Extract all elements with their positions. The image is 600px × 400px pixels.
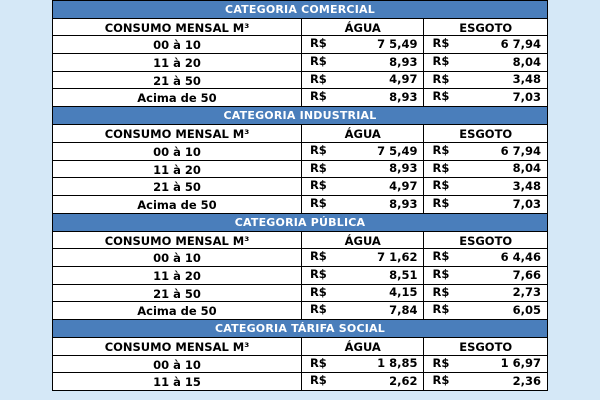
currency-symbol: R$ bbox=[309, 249, 327, 264]
column-header-agua: ÁGUA bbox=[302, 125, 425, 142]
sewer-price-cell bbox=[424, 143, 547, 160]
table-row bbox=[53, 302, 547, 320]
table-row bbox=[53, 249, 547, 267]
currency-symbol: R$ bbox=[432, 89, 450, 104]
category-header: CATEGORIA INDUSTRIAL bbox=[53, 107, 547, 125]
water-price-cell bbox=[302, 54, 425, 71]
sewer-price-cell bbox=[424, 36, 547, 53]
table-row bbox=[53, 373, 547, 391]
currency-symbol: R$ bbox=[432, 36, 450, 51]
sewer-price-value: 6 4,46 bbox=[500, 249, 541, 264]
consumption-range-cell: 21 à 50 bbox=[53, 72, 302, 89]
water-price-value: 7 5,49 bbox=[377, 143, 418, 158]
table-row bbox=[53, 267, 547, 285]
currency-symbol: R$ bbox=[309, 89, 327, 104]
consumption-range-cell: 11 à 20 bbox=[53, 54, 302, 71]
column-header-esgoto: ESGOTO bbox=[459, 340, 513, 354]
currency-symbol: R$ bbox=[309, 266, 327, 281]
column-header-row bbox=[53, 19, 547, 37]
sewer-price-cell bbox=[424, 196, 547, 213]
category-header: CATEGORIA TÁRIFA SOCIAL bbox=[53, 320, 547, 338]
category-header: CATEGORIA COMERCIAL bbox=[53, 1, 547, 19]
water-price-cell bbox=[302, 36, 425, 53]
currency-symbol: R$ bbox=[309, 373, 327, 388]
sewer-price-cell bbox=[424, 89, 547, 106]
column-header-row bbox=[53, 232, 547, 250]
currency-symbol: R$ bbox=[432, 178, 450, 193]
water-price-cell bbox=[302, 178, 425, 195]
column-header-consumo: CONSUMO MENSAL M³ bbox=[53, 338, 302, 355]
water-price-value: 2,62 bbox=[389, 374, 418, 389]
column-header-agua: ÁGUA bbox=[302, 338, 425, 355]
water-price-value: 7,84 bbox=[389, 303, 418, 317]
tariff-table bbox=[52, 0, 548, 391]
category-header: CATEGORIA PÚBLICA bbox=[53, 214, 547, 232]
currency-symbol: R$ bbox=[432, 266, 450, 281]
table-row bbox=[53, 161, 547, 179]
water-price-value: 8,93 bbox=[389, 90, 418, 105]
water-price-cell bbox=[302, 249, 425, 266]
consumption-range-cell: Acima de 50 bbox=[53, 302, 302, 319]
currency-symbol: R$ bbox=[432, 373, 450, 388]
currency-symbol: R$ bbox=[309, 195, 327, 210]
water-price-value: 8,93 bbox=[389, 196, 418, 211]
consumption-range-cell: Acima de 50 bbox=[53, 89, 302, 106]
table-row bbox=[53, 54, 547, 72]
consumption-range-cell: 00 à 10 bbox=[53, 356, 302, 373]
sewer-price-cell bbox=[424, 285, 547, 302]
sewer-price-value: 8,04 bbox=[512, 54, 541, 69]
water-price-cell bbox=[302, 373, 425, 390]
currency-symbol: R$ bbox=[432, 195, 450, 210]
table-row bbox=[53, 36, 547, 54]
consumption-range-cell: 11 à 20 bbox=[53, 267, 302, 284]
water-price-value: 8,93 bbox=[389, 161, 418, 176]
column-header-consumo: CONSUMO MENSAL M³ bbox=[53, 232, 302, 249]
currency-symbol: R$ bbox=[309, 142, 327, 157]
sewer-price-value: 7,03 bbox=[512, 196, 541, 211]
sewer-price-value: 6,05 bbox=[512, 303, 541, 317]
currency-symbol: R$ bbox=[309, 355, 327, 370]
currency-symbol: R$ bbox=[309, 36, 327, 51]
currency-symbol: R$ bbox=[432, 302, 450, 317]
consumption-range-cell: 00 à 10 bbox=[53, 249, 302, 266]
sewer-price-cell bbox=[424, 54, 547, 71]
sewer-price-cell bbox=[424, 267, 547, 284]
water-price-cell bbox=[302, 356, 425, 373]
water-price-cell bbox=[302, 161, 425, 178]
column-header-consumo: CONSUMO MENSAL M³ bbox=[53, 19, 302, 36]
water-price-value: 4,15 bbox=[389, 285, 418, 300]
sewer-price-cell bbox=[424, 249, 547, 266]
table-row bbox=[53, 178, 547, 196]
column-header-consumo: CONSUMO MENSAL M³ bbox=[53, 125, 302, 142]
column-header-agua: ÁGUA bbox=[302, 19, 425, 36]
table-row bbox=[53, 143, 547, 161]
sewer-price-cell bbox=[424, 161, 547, 178]
currency-symbol: R$ bbox=[432, 142, 450, 157]
water-price-cell bbox=[302, 285, 425, 302]
water-price-value: 7 5,49 bbox=[377, 37, 418, 52]
column-header-esgoto: ESGOTO bbox=[459, 233, 513, 248]
water-price-value: 1 8,85 bbox=[377, 356, 418, 371]
column-header-row bbox=[53, 338, 547, 356]
currency-symbol: R$ bbox=[432, 54, 450, 69]
column-header-esgoto: ESGOTO bbox=[459, 20, 513, 35]
sewer-price-value: 3,48 bbox=[512, 178, 541, 193]
currency-symbol: R$ bbox=[309, 284, 327, 299]
consumption-range-cell: 11 à 20 bbox=[53, 161, 302, 178]
sewer-price-cell bbox=[424, 356, 547, 373]
sewer-price-value: 6 7,94 bbox=[500, 143, 541, 158]
sewer-price-value: 7,66 bbox=[512, 267, 541, 282]
consumption-range-cell: 00 à 10 bbox=[53, 36, 302, 53]
sewer-price-value: 3,48 bbox=[512, 72, 541, 87]
water-price-cell bbox=[302, 196, 425, 213]
consumption-range-cell: 11 à 15 bbox=[53, 373, 302, 390]
water-price-value: 4,97 bbox=[389, 178, 418, 193]
water-price-cell bbox=[302, 302, 425, 319]
currency-symbol: R$ bbox=[309, 302, 327, 317]
currency-symbol: R$ bbox=[309, 178, 327, 193]
sewer-price-value: 2,73 bbox=[512, 285, 541, 300]
water-price-value: 7 1,62 bbox=[377, 249, 418, 264]
consumption-range-cell: 21 à 50 bbox=[53, 178, 302, 195]
water-price-cell bbox=[302, 72, 425, 89]
currency-symbol: R$ bbox=[309, 71, 327, 86]
sewer-price-cell bbox=[424, 72, 547, 89]
currency-symbol: R$ bbox=[432, 249, 450, 264]
consumption-range-cell: 21 à 50 bbox=[53, 285, 302, 302]
currency-symbol: R$ bbox=[309, 54, 327, 69]
sewer-price-value: 6 7,94 bbox=[500, 37, 541, 52]
table-row bbox=[53, 89, 547, 107]
sewer-price-cell bbox=[424, 373, 547, 390]
table-row bbox=[53, 356, 547, 374]
water-price-cell bbox=[302, 267, 425, 284]
water-price-value: 8,93 bbox=[389, 54, 418, 69]
sewer-price-value: 7,03 bbox=[512, 90, 541, 105]
currency-symbol: R$ bbox=[309, 160, 327, 175]
currency-symbol: R$ bbox=[432, 71, 450, 86]
column-header-esgoto: ESGOTO bbox=[459, 127, 513, 142]
table-row bbox=[53, 72, 547, 90]
sewer-price-value: 1 6,97 bbox=[500, 356, 541, 371]
column-header-agua: ÁGUA bbox=[302, 232, 425, 249]
sewer-price-value: 2,36 bbox=[512, 374, 541, 389]
sewer-price-value: 8,04 bbox=[512, 161, 541, 176]
table-row bbox=[53, 285, 547, 303]
sewer-price-cell bbox=[424, 302, 547, 319]
water-price-cell bbox=[302, 89, 425, 106]
water-price-value: 8,51 bbox=[389, 267, 418, 282]
water-price-cell bbox=[302, 143, 425, 160]
currency-symbol: R$ bbox=[432, 160, 450, 175]
table-row bbox=[53, 196, 547, 214]
currency-symbol: R$ bbox=[432, 284, 450, 299]
consumption-range-cell: Acima de 50 bbox=[53, 196, 302, 213]
water-price-value: 4,97 bbox=[389, 72, 418, 87]
column-header-row bbox=[53, 125, 547, 143]
currency-symbol: R$ bbox=[432, 355, 450, 370]
consumption-range-cell: 00 à 10 bbox=[53, 143, 302, 160]
sewer-price-cell bbox=[424, 178, 547, 195]
